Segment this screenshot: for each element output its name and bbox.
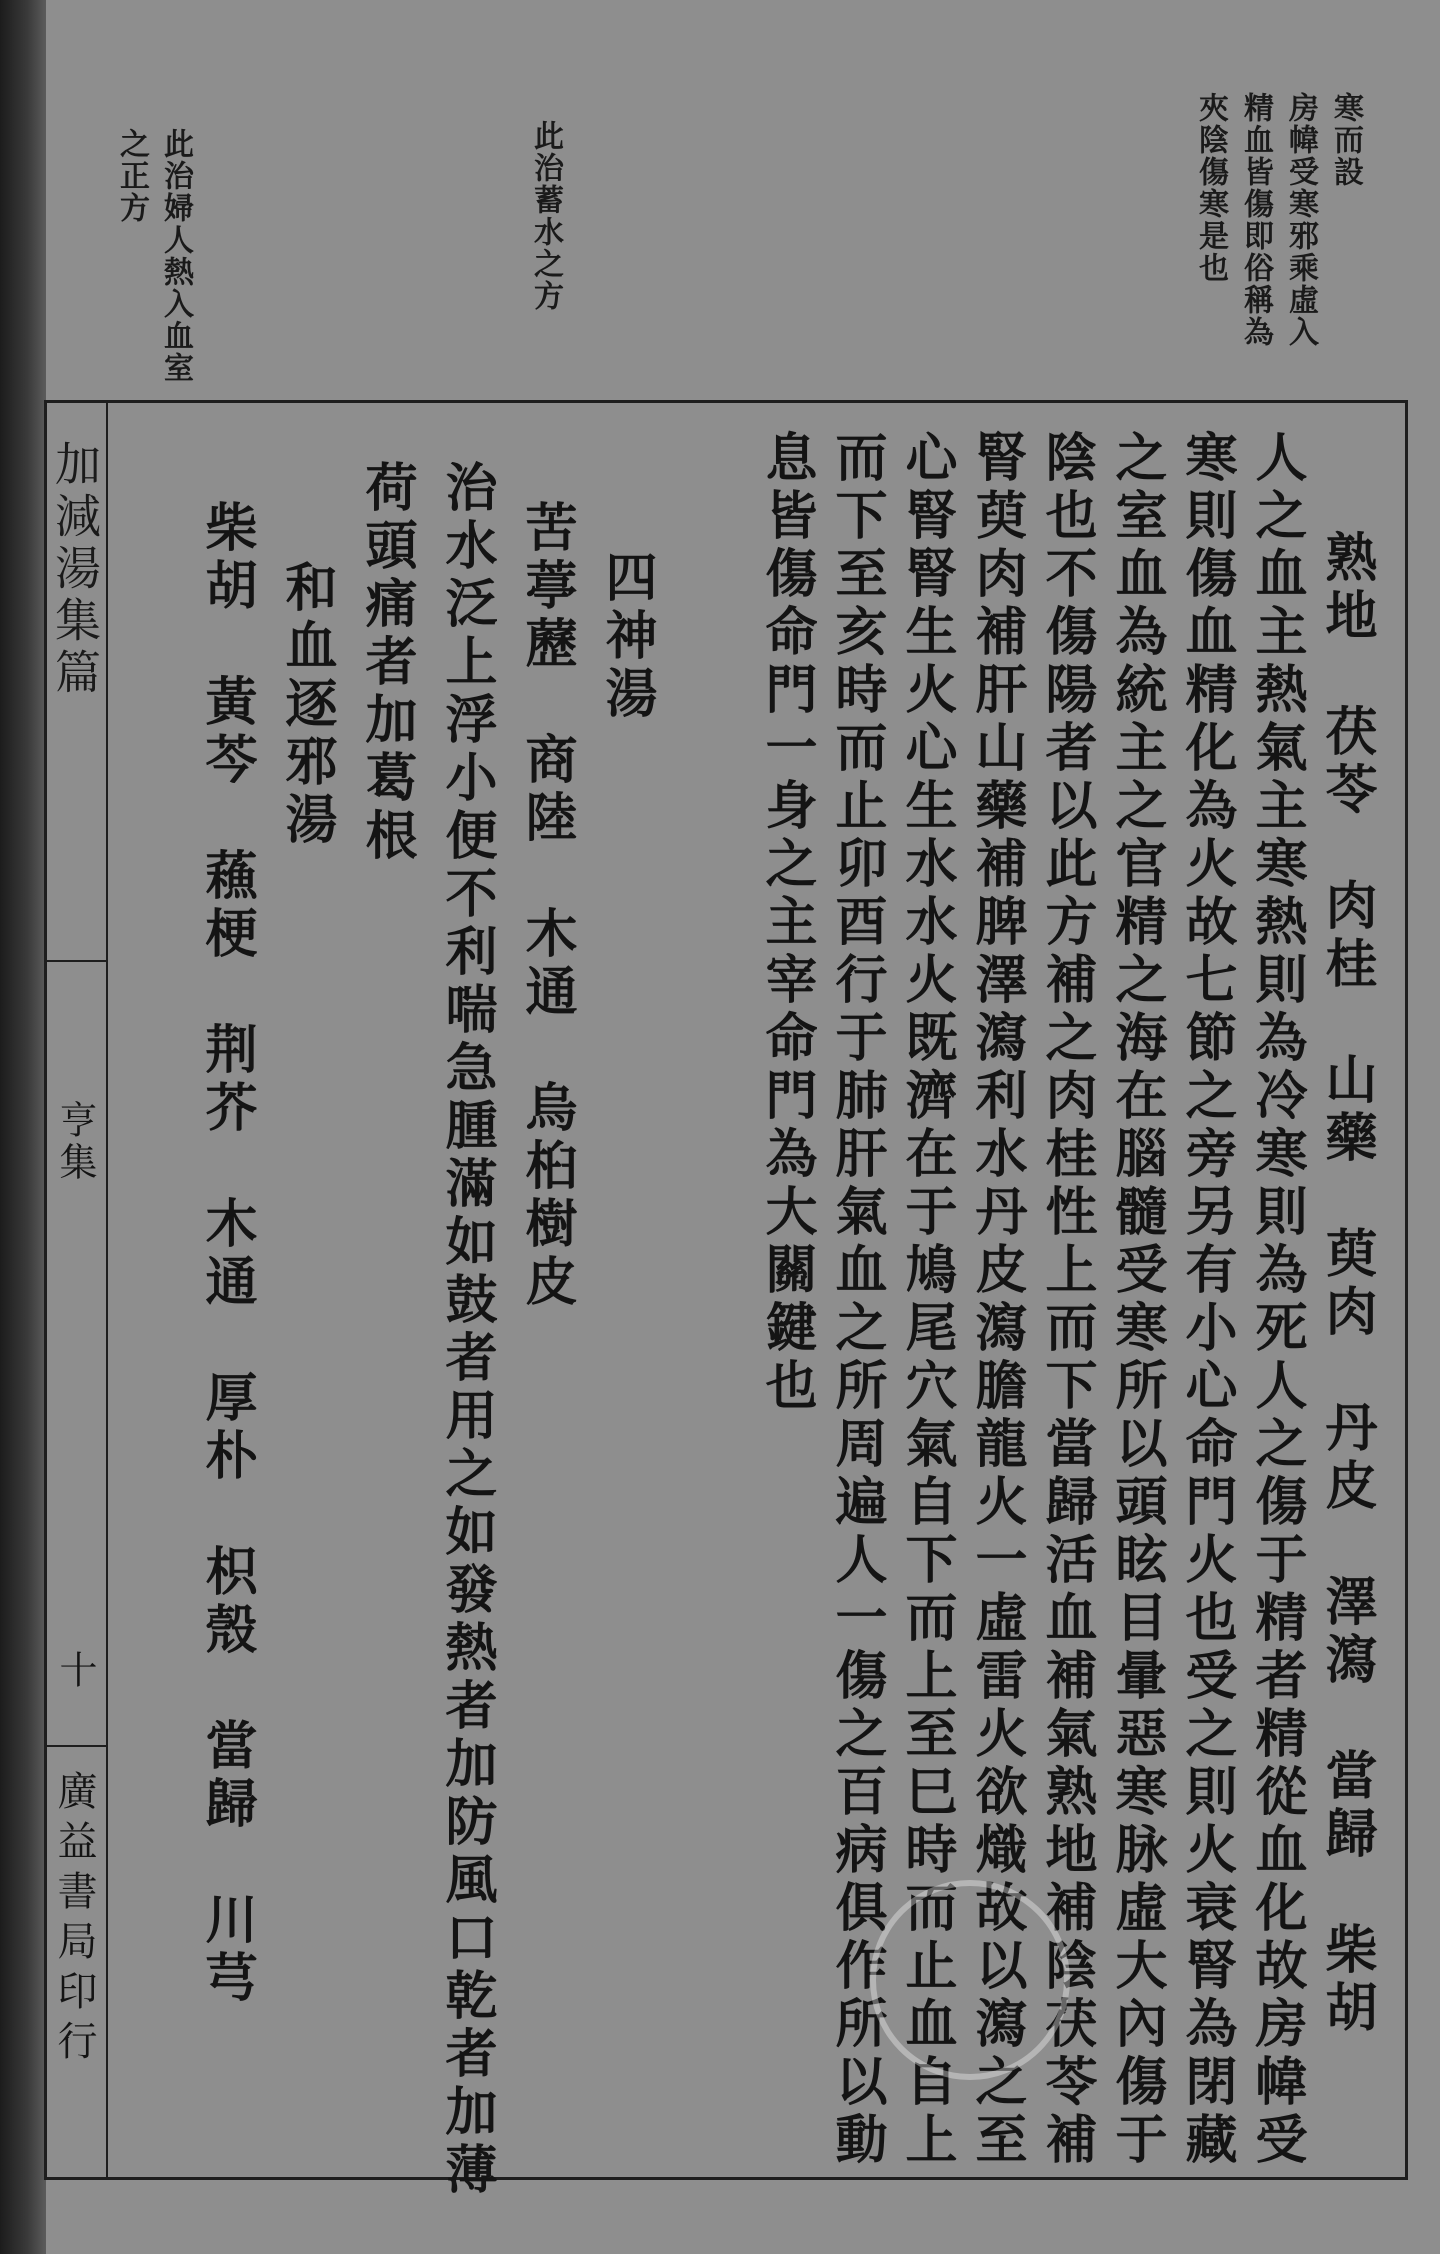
- text-column-2: 人之血主熱氣主寒熱則為冷寒則為死人之傷于精者精從血化故房幃受: [1246, 430, 1307, 2170]
- text-column-1: 熟地 茯苓 肉桂 山藥 萸肉 丹皮 澤瀉 當歸 柴胡: [1316, 530, 1377, 2038]
- text-column-3: 寒則傷血精化為火故七節之旁另有小心命門火也受之則火衰腎為閉藏: [1176, 430, 1237, 2170]
- right-note-line-1: 寒而設: [1328, 92, 1363, 188]
- text-column-9: 息皆傷命門一身之主宰命門為大關鍵也: [756, 430, 817, 1416]
- text-column-11: 苦葶藶 商陸 木通 烏桕樹皮: [516, 500, 577, 1312]
- text-column-6: 腎萸肉補肝山藥補脾澤瀉利水丹皮瀉膽龍火一虛雷火欲熾故以瀉之至: [966, 430, 1027, 2170]
- volume-label: 亨集: [53, 1100, 97, 1184]
- band-divider-bottom: [46, 1745, 106, 1747]
- right-note-line-2: 房幃受寒邪乘虛入: [1283, 92, 1318, 348]
- book-spine-shadow: [0, 0, 46, 2254]
- text-column-15: 柴胡 黃芩 蘓梗 荆芥 木通 厚朴 枳殼 當歸 川芎: [196, 500, 257, 2008]
- text-column-8: 而下至亥時而止卯酉行于肺肝氣血之所周遍人一傷之百病俱作所以動: [826, 430, 887, 2170]
- formula-title-sishen: 四神湯: [596, 550, 657, 724]
- band-divider-top: [46, 960, 106, 962]
- publisher-imprint: 廣益書局印行: [51, 1770, 97, 2070]
- text-column-7: 心腎腎生火心生水水火既濟在于鳩尾穴氣自下而上至巳時而止血自上: [896, 430, 957, 2170]
- text-column-5: 陰也不傷陽者以此方補之肉桂性上而下當歸活血補氣熟地補陰茯苓補: [1036, 430, 1097, 2170]
- library-seal: [870, 1880, 1070, 2080]
- left-note-line-1: 此治婦人熱入血室: [158, 128, 193, 384]
- formula-title-hexue: 和血逐邪湯: [276, 560, 337, 850]
- text-column-13: 荷頭痛者加葛根: [356, 460, 417, 866]
- left-note-line-2: 之正方: [114, 128, 149, 224]
- text-column-4: 之室血為統主之官精之海在腦髓受寒所以頭眩目暈惡寒脉虛大內傷于: [1106, 430, 1167, 2170]
- page-number: 十: [53, 1650, 97, 1692]
- middle-note: 此治蓄水之方: [528, 120, 563, 312]
- text-column-12: 治水泛上浮小便不利喘急腫滿如鼓者用之如發熱者加防風口乾者加薄: [436, 460, 497, 2200]
- book-title: 加減湯集篇: [48, 440, 102, 700]
- right-note-line-3: 精血皆傷即俗稱為: [1238, 92, 1273, 348]
- right-note-line-4: 夾陰傷寒是也: [1193, 92, 1228, 284]
